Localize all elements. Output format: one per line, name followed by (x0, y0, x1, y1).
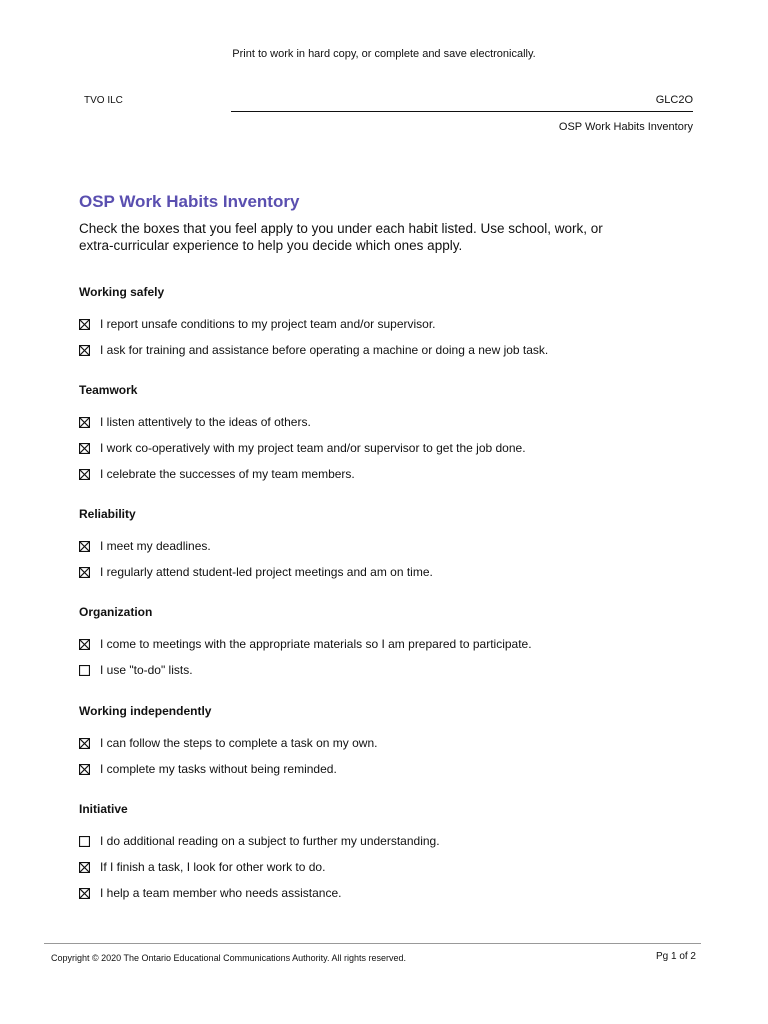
checklist-item[interactable] (79, 337, 548, 363)
checklist-item-label: I report unsafe conditions to my project team and/or supervisor. (100, 317, 436, 331)
section-organization (79, 605, 532, 683)
checkbox-checked-icon[interactable] (79, 639, 90, 650)
section-initiative (79, 802, 440, 906)
page-number: Pg 1 of 2 (655, 951, 696, 962)
checkbox-checked-icon[interactable] (79, 417, 90, 428)
section-working-safely (79, 285, 548, 363)
checkbox-checked-icon[interactable] (79, 567, 90, 578)
checkbox-unchecked-icon[interactable] (79, 665, 90, 676)
checklist-item-label: I complete my tasks without being reminded. (100, 762, 337, 776)
section-heading: Teamwork (79, 383, 138, 397)
checklist-item[interactable] (79, 880, 440, 906)
print-instruction: Print to work in hard copy, or complete and save electronically. (232, 48, 536, 60)
checkbox-checked-icon[interactable] (79, 345, 90, 356)
section-heading: Working safely (79, 285, 165, 299)
checkbox-checked-icon[interactable] (79, 764, 90, 775)
checkbox-unchecked-icon[interactable] (79, 836, 90, 847)
checklist-item[interactable] (79, 756, 377, 782)
section-heading: Working independently (79, 704, 212, 718)
section-working-independently (79, 704, 377, 782)
section-heading: Reliability (79, 507, 136, 521)
checklist-item[interactable] (79, 854, 440, 880)
checklist-item[interactable] (79, 828, 440, 854)
checklist-item[interactable] (79, 435, 526, 461)
checkbox-checked-icon[interactable] (79, 443, 90, 454)
checklist-item[interactable] (79, 311, 548, 337)
checklist-item[interactable] (79, 461, 526, 487)
page-title: OSP Work Habits Inventory (79, 192, 300, 211)
checkbox-checked-icon[interactable] (79, 319, 90, 330)
checklist-item-label: I work co-operatively with my project team and/or supervisor to get the job done. (100, 441, 526, 455)
checklist-item[interactable] (79, 631, 532, 657)
checklist-item-label: I listen attentively to the ideas of others. (100, 415, 311, 429)
checkbox-checked-icon[interactable] (79, 469, 90, 480)
checklist-item-label: If I finish a task, I look for other work to do. (100, 860, 326, 874)
checklist-item-label: I use "to-do" lists. (100, 663, 193, 677)
checklist-item[interactable] (79, 657, 532, 683)
section-teamwork (79, 383, 526, 487)
header-organization: TVO ILC (84, 95, 123, 106)
checklist-item-label: I do additional reading on a subject to further my understanding. (100, 834, 440, 848)
checklist-item-label: I come to meetings with the appropriate materials so I am prepared to participate. (100, 637, 532, 651)
checklist-item[interactable] (79, 559, 433, 585)
intro-paragraph: Check the boxes that you feel apply to you under each habit listed. Use school, work, or extra-curricular experience to help you decide which ones apply. (79, 221, 603, 253)
footer-rule (44, 943, 701, 944)
section-reliability (79, 507, 433, 585)
checkbox-checked-icon[interactable] (79, 541, 90, 552)
checklist-item[interactable] (79, 730, 377, 756)
checkbox-checked-icon[interactable] (79, 862, 90, 873)
checkbox-checked-icon[interactable] (79, 738, 90, 749)
footer-copyright: Copyright © 2020 The Ontario Educational Communications Authority. All rights reserved. (51, 953, 406, 963)
header-document-name: OSP Work Habits Inventory (558, 121, 693, 133)
header-rule (231, 111, 693, 112)
checklist-item[interactable] (79, 533, 433, 559)
section-heading: Organization (79, 605, 153, 619)
header-course-code: GLC2O (655, 94, 693, 106)
checklist-item-label: I help a team member who needs assistance. (100, 886, 342, 900)
checklist-item-label: I ask for training and assistance before operating a machine or doing a new job task. (100, 343, 549, 357)
section-heading: Initiative (79, 802, 128, 816)
checklist-item-label: I regularly attend student-led project meetings and am on time. (100, 565, 433, 579)
checkbox-checked-icon[interactable] (79, 888, 90, 899)
checklist-item-label: I can follow the steps to complete a task on my own. (100, 736, 378, 750)
checklist-item[interactable] (79, 409, 526, 435)
checklist-item-label: I celebrate the successes of my team members. (100, 467, 355, 481)
checklist-item-label: I meet my deadlines. (100, 539, 211, 553)
